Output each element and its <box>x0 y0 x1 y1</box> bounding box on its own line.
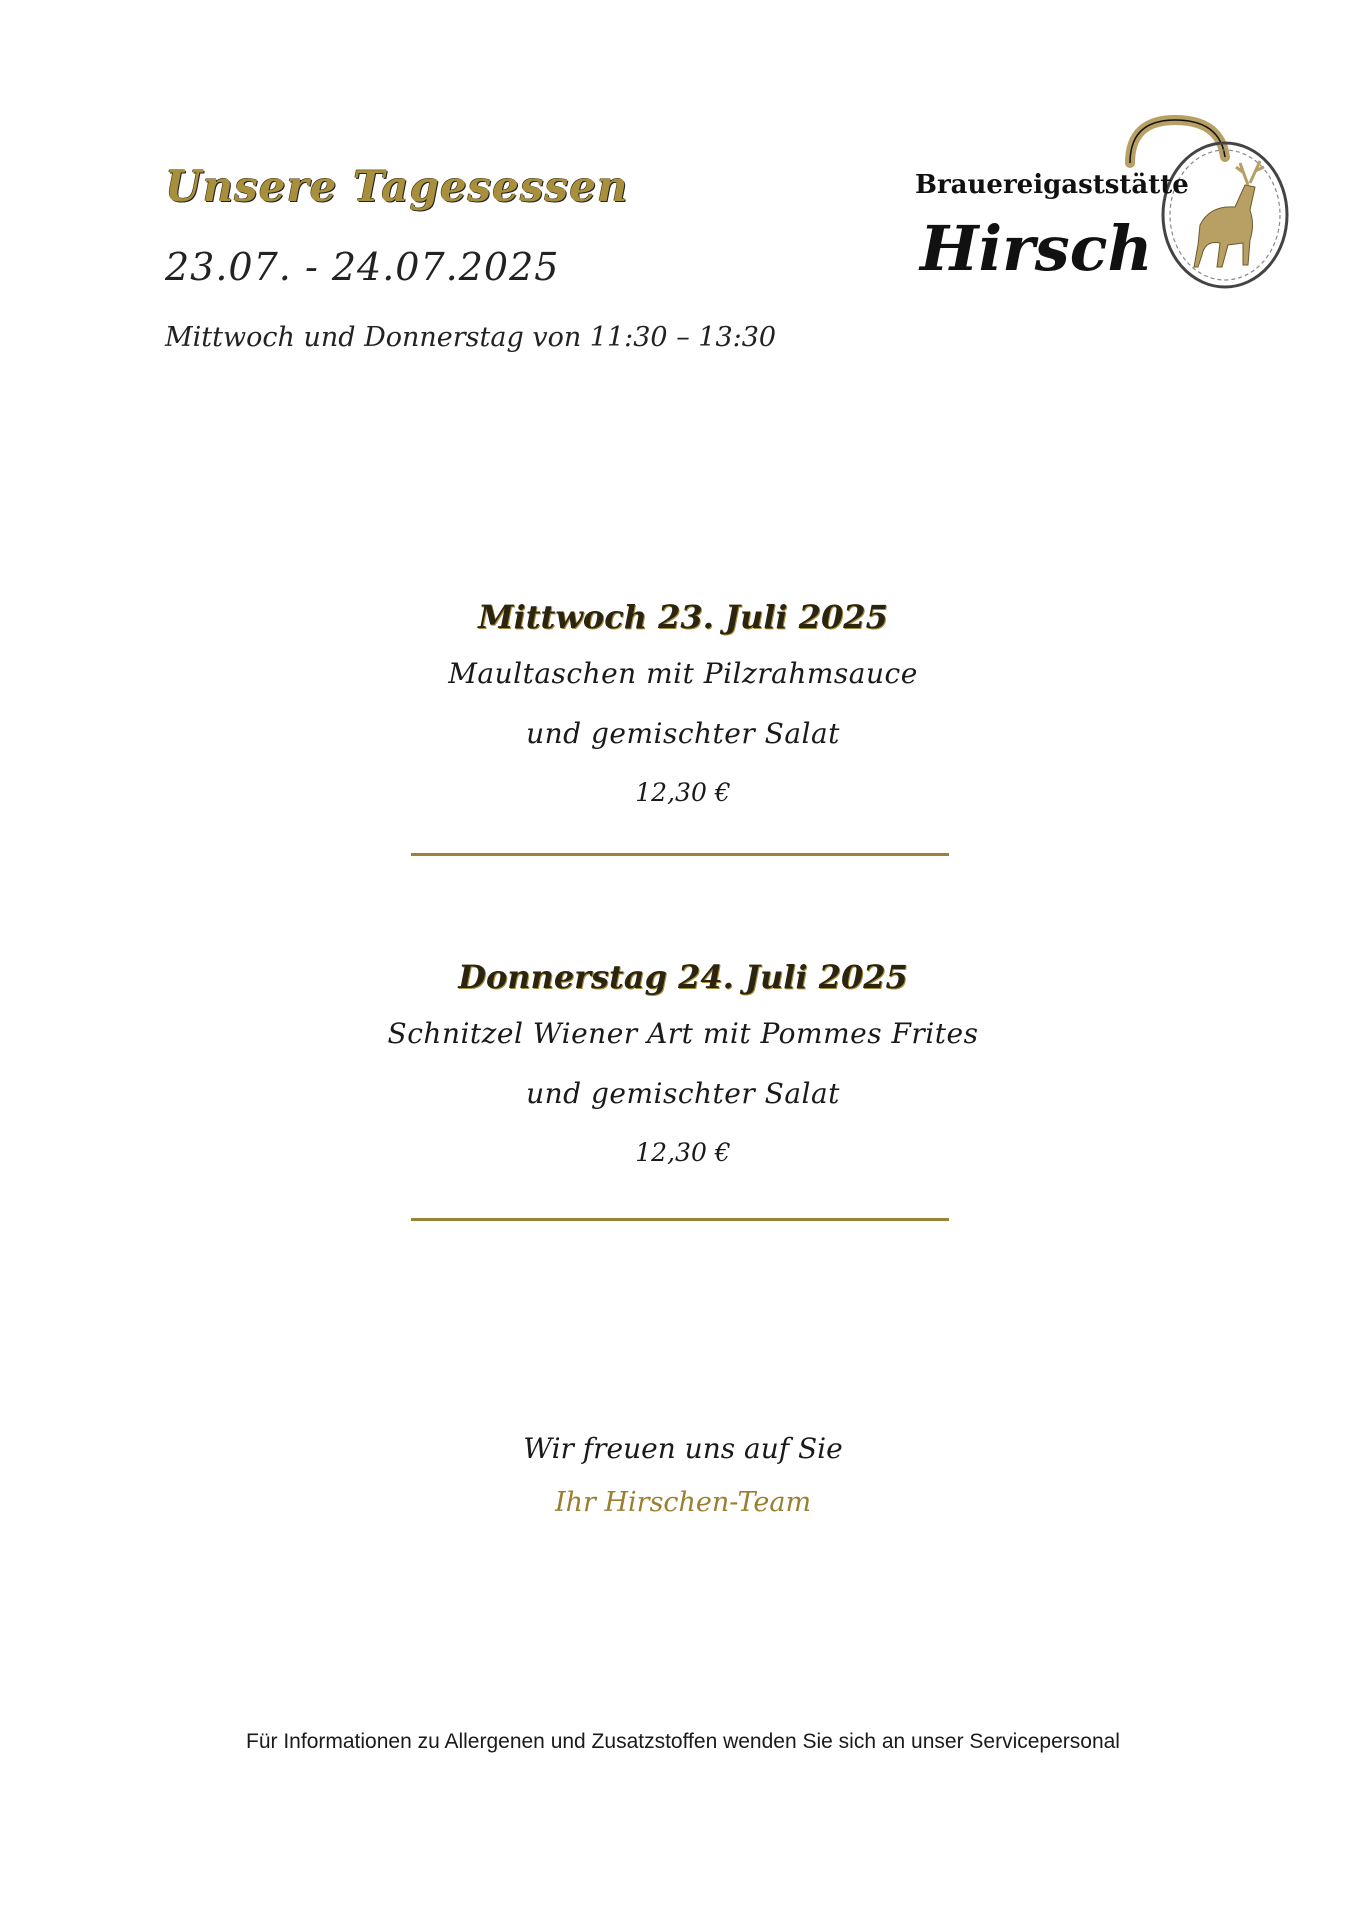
logo-arch <box>1130 120 1225 163</box>
dish-price: 12,30 € <box>635 1138 731 1167</box>
allergen-note: Für Informationen zu Allergenen und Zusatzstoffen wenden Sie sich an unser Servicepersonal <box>246 1730 1120 1753</box>
menu-day-2 <box>0 950 1366 1182</box>
dish-line-2: und gemischter Salat <box>526 1077 840 1110</box>
logo-subtitle: Brauereigaststätte <box>915 170 1189 200</box>
page-title: Unsere Tagesessen <box>165 162 629 211</box>
opening-hours: Mittwoch und Donnerstag von 11:30 – 13:30 <box>165 322 777 353</box>
closing-signature: Ihr Hirschen-Team <box>554 1487 812 1518</box>
closing-block <box>0 1422 1366 1530</box>
brand-logo <box>910 115 1295 295</box>
date-range: 23.07. - 24.07.2025 <box>165 245 560 289</box>
logo-name: Hirsch <box>920 212 1153 285</box>
divider <box>411 1218 949 1221</box>
day-heading: Mittwoch 23. Juli 2025 <box>478 598 888 636</box>
divider <box>411 853 949 856</box>
closing-greeting: Wir freuen uns auf Sie <box>523 1432 843 1465</box>
dish-line-2: und gemischter Salat <box>526 717 840 750</box>
menu-day-1 <box>0 590 1366 822</box>
day-heading: Donnerstag 24. Juli 2025 <box>458 958 908 996</box>
dish-line-1: Maultaschen mit Pilzrahmsauce <box>448 657 918 690</box>
dish-price: 12,30 € <box>635 778 731 807</box>
dish-line-1: Schnitzel Wiener Art mit Pommes Frites <box>387 1017 979 1050</box>
deer-emblem-icon <box>1194 161 1264 267</box>
